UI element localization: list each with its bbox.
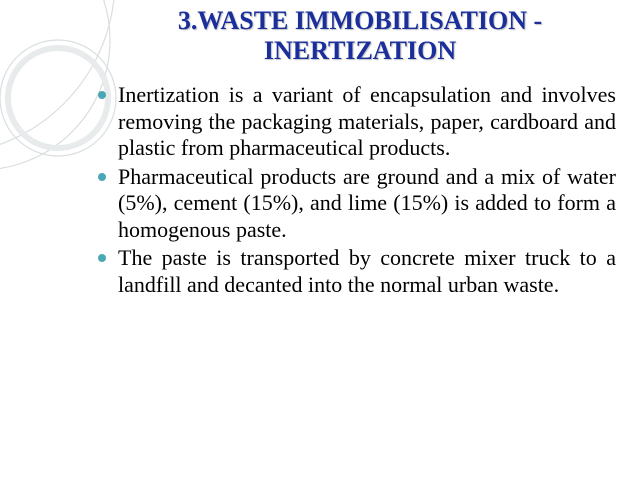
circle-bullet-icon — [98, 254, 106, 262]
bullet-item — [98, 245, 616, 298]
bullet-text: Inertization is a variant of encapsulation and involves removing the packaging materials, paper, cardboard and plastic from pharmaceutical products. — [118, 82, 616, 160]
slide-title — [100, 6, 620, 66]
slide-title-line-1: 3.WASTE IMMOBILISATION - — [177, 6, 543, 35]
bullet-item — [98, 164, 616, 244]
bullet-item — [98, 82, 616, 162]
decor-ring-thick — [8, 48, 108, 148]
slide-title-line-2: INERTIZATION — [263, 36, 457, 65]
bullet-text: The paste is transported by concrete mixer truck to a landfill and decanted into the normal urban waste. — [118, 245, 616, 297]
bullet-text: Pharmaceutical products are ground and a mix of water (5%), cement (15%), and lime (15%) is added to form a homogenous paste. — [118, 163, 616, 242]
bullet-list — [98, 82, 616, 300]
circle-bullet-icon — [98, 173, 106, 181]
decor-ring-large — [0, 0, 110, 170]
circle-bullet-icon — [98, 91, 106, 99]
